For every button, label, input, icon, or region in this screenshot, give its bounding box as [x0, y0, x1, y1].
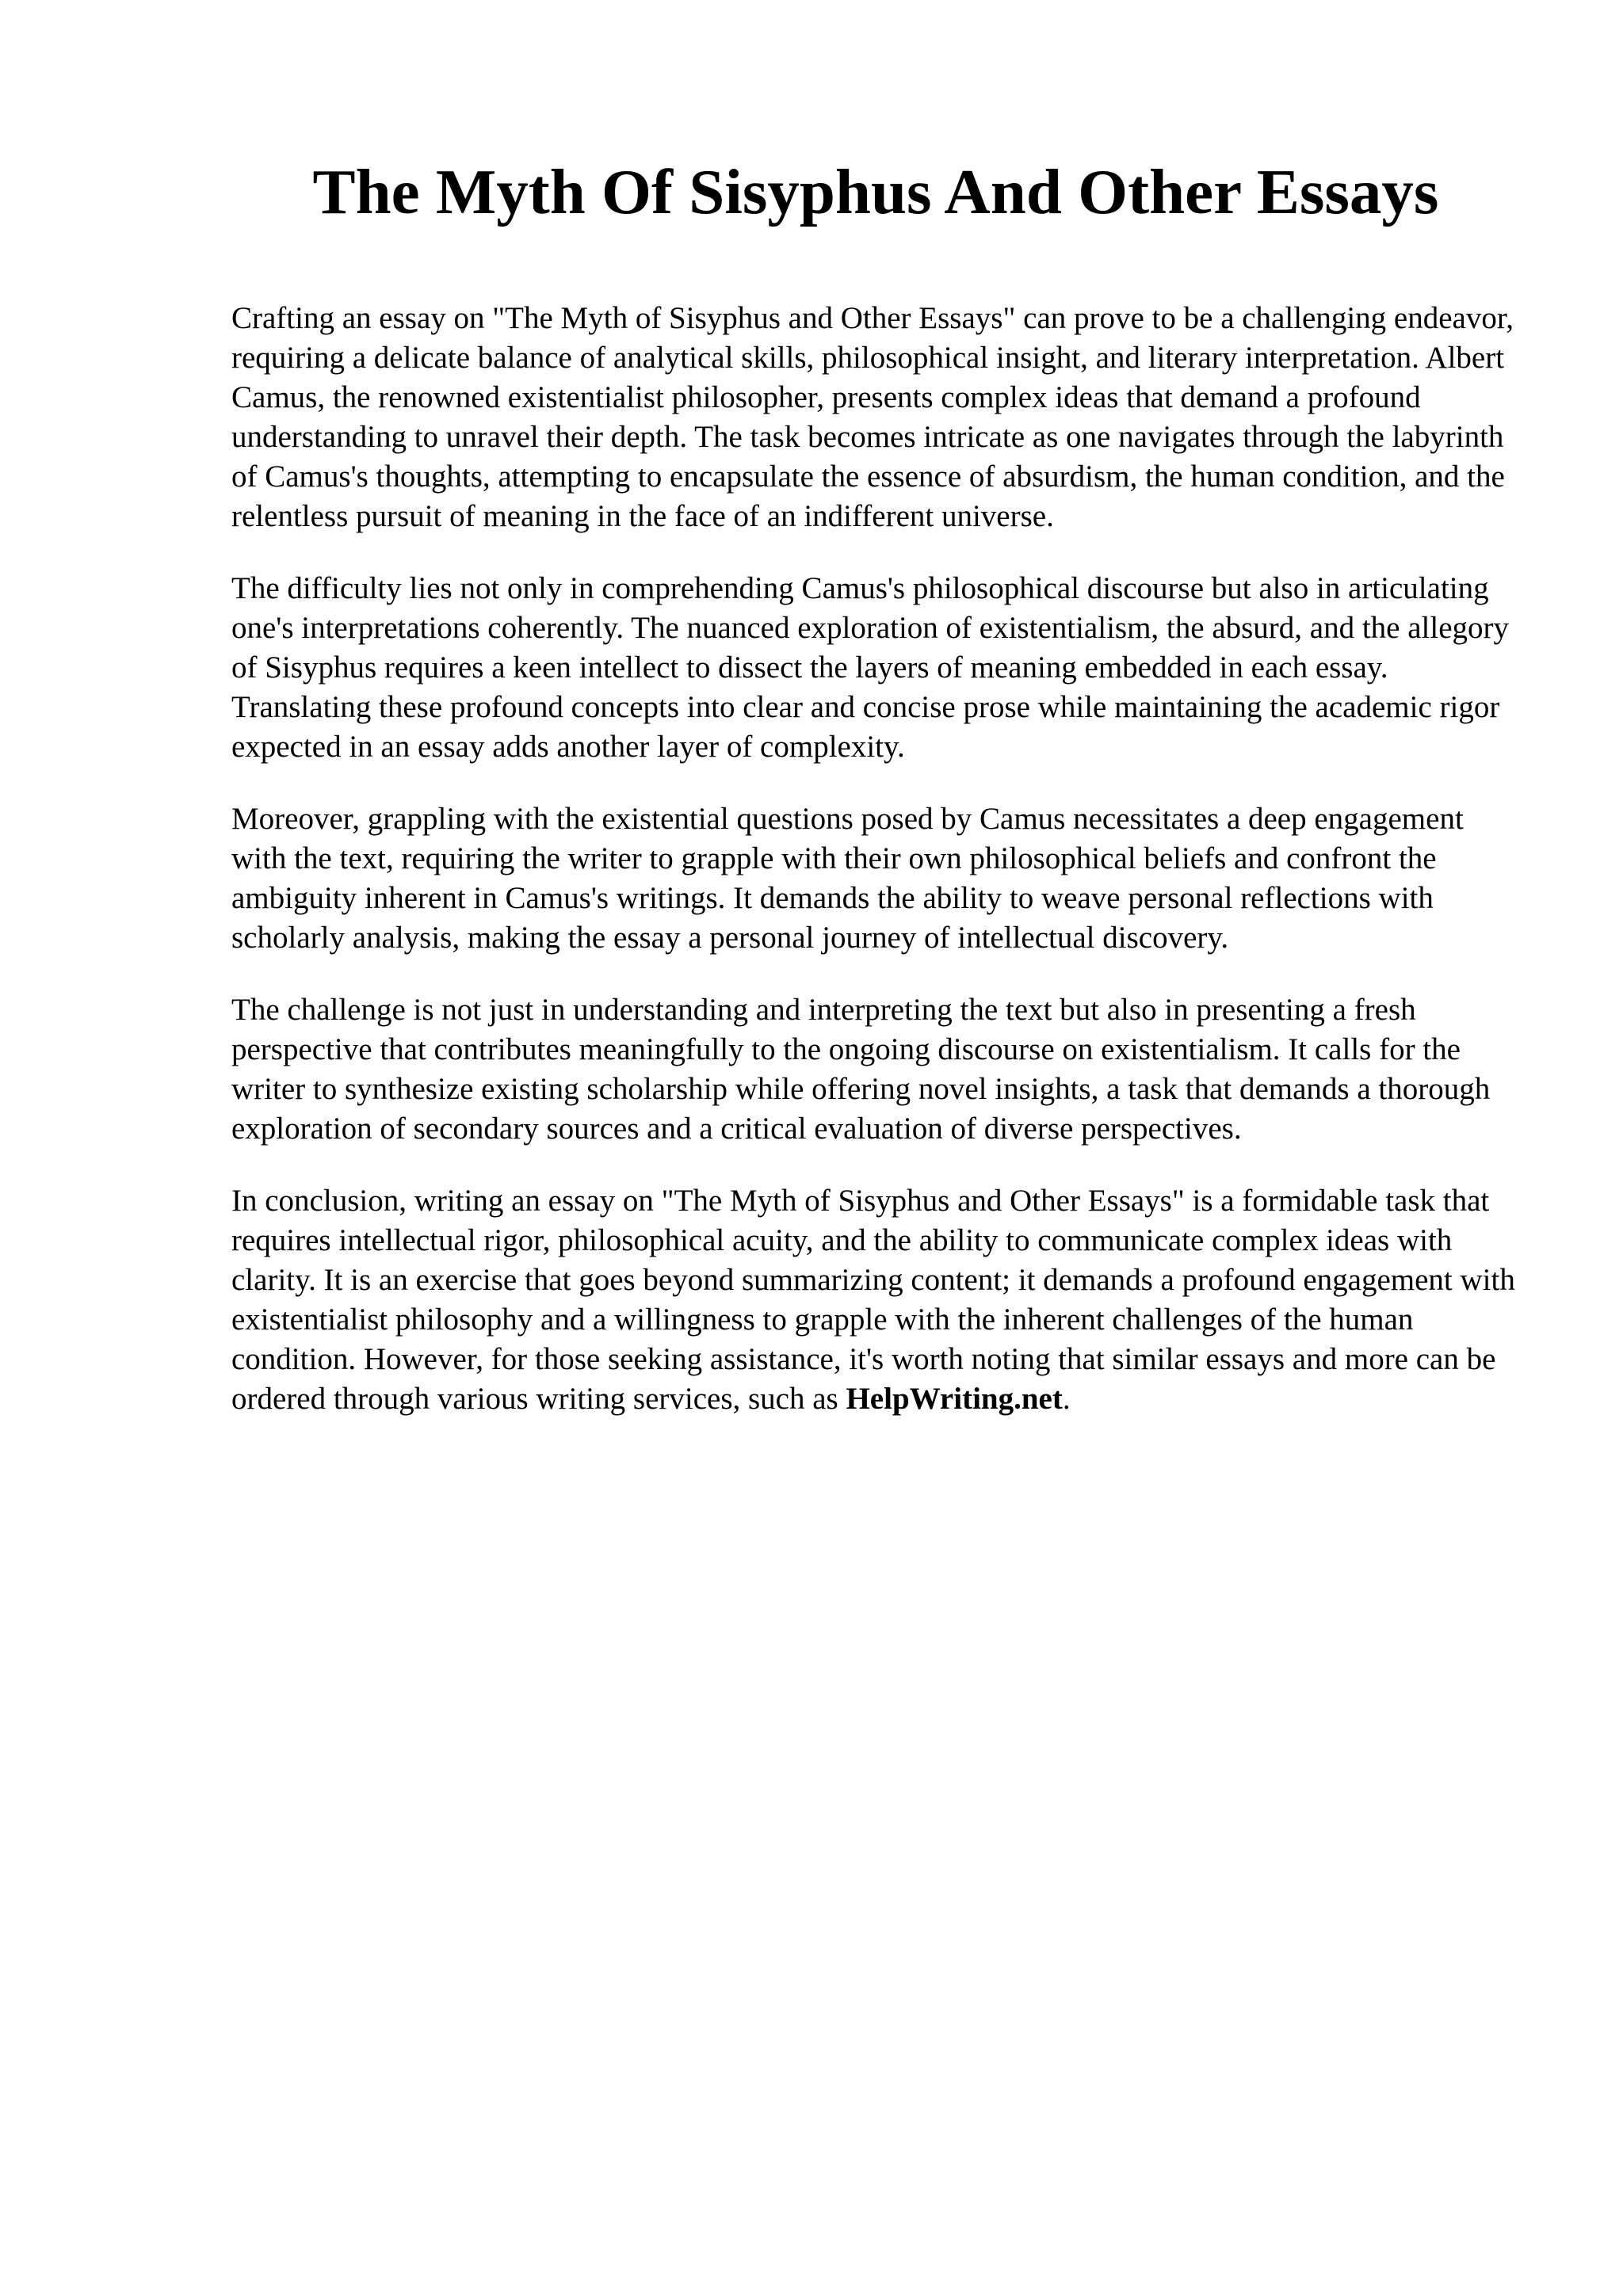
paragraph-1: Crafting an essay on "The Myth of Sisyphus and Other Essays" can prove to be a challenging endeavor, requiring a delicate balance of analytical skills, philosophical insight, and literary interpretation. Albert Camus, the renowned existentialist philosopher, presents complex ideas that demand a profound understanding to unravel their depth. The task becomes intricate as one navigates through the labyrinth of Camus's thoughts, attempting to encapsulate the essence of absurdism, the human condition, and the relentless pursuit of meaning in the face of an indifferent universe.: [231, 301, 1514, 533]
page-title: The Myth Of Sisyphus And Other Essays: [312, 156, 1439, 227]
essay-body: [231, 299, 1515, 1451]
conclusion-text: In conclusion, writing an essay on "The Myth of Sisyphus and Other Essays" is a formidable task that requires intellectual rigor, philosophical acuity, and the ability to communicate complex ideas with clarity. It is an exercise that goes beyond summarizing content; it demands a profound engagement with existentialist philosophy and a willingness to grapple with the inherent challenges of the human condition. However, for those seeking assistance, it's worth noting that similar essays and more can be ordered through various writing services, such as: [231, 1184, 1515, 1416]
paragraph-4: The challenge is not just in understanding and interpreting the text but also in presenting a fresh perspective that contributes meaningfully to the ongoing discourse on existentialism. It calls for the writer to synthesize existing scholarship while offering novel insights, a task that demands a thorough exploration of secondary sources and a critical evaluation of diverse perspectives.: [231, 993, 1491, 1146]
paragraph-conclusion: [231, 1181, 1515, 1419]
paragraph-2: The difficulty lies not only in comprehending Camus's philosophical discourse but also in articulating one's interpretations coherently. The nuanced exploration of existentialism, the absurd, and the allegory of Sisyphus requires a keen intellect to dissect the layers of meaning embedded in each essay. Translating these profound concepts into clear and concise prose while maintaining the academic rigor expected in an essay adds another layer of complexity.: [231, 571, 1510, 764]
helpwriting-link[interactable]: HelpWriting.net: [846, 1382, 1063, 1416]
paragraph-3: Moreover, grappling with the existential questions posed by Camus necessitates a deep engagement with the text, requiring the writer to grapple with their own philosophical beliefs and confront the ambiguity inherent in Camus's writings. It demands the ability to weave personal reflections with scholarly analysis, making the essay a personal journey of intellectual discovery.: [231, 802, 1464, 955]
conclusion-end: .: [1062, 1382, 1071, 1416]
